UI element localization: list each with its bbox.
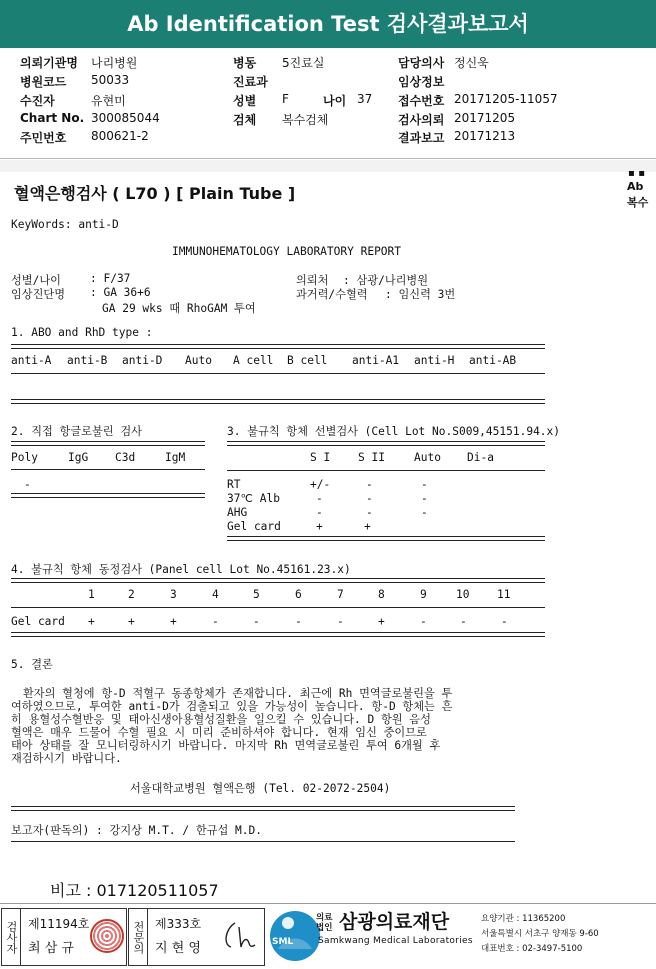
examiner-label: 검사자 — [2, 909, 21, 965]
s4-col-2: 2 — [128, 588, 135, 601]
s4-val-5: - — [253, 615, 260, 628]
referrer-label: 의뢰처 — [296, 274, 329, 287]
examiner-name: 최 삼 규 — [28, 941, 74, 956]
s4-col-7: 7 — [337, 588, 344, 601]
s4-rule-bottom — [11, 632, 545, 637]
conclusion-line: 재검하시기 바랍니다. — [11, 752, 122, 765]
reporter: 보고자(판독의) : 강지상 M.T. / 한규섭 M.D. — [11, 824, 262, 837]
examiner-seal — [90, 919, 124, 953]
ward-label: 병동 — [233, 56, 257, 70]
conclusion-line: 히 용혈성수혈반응 및 태아신생아용혈성질환을 일으킬 수 있습니다. D 항원 음성 — [11, 713, 431, 726]
history-label: 과거력/수혈력 — [296, 288, 368, 301]
diagnosis-line2: GA 29 wks 때 RhoGAM 투여 — [102, 302, 256, 315]
signature-icon — [221, 919, 257, 953]
sex-age-value: : F/37 — [90, 272, 131, 285]
specialist-name: 지 현 영 — [155, 941, 201, 956]
receipt-no-label: 접수번호 — [398, 94, 445, 108]
s1-col-auto: Auto — [185, 354, 212, 367]
s3-ahg-s2: - — [366, 506, 373, 519]
s4-val-6: - — [295, 615, 302, 628]
s1-col-anti-d: anti-D — [122, 354, 163, 367]
s3-rt-auto: - — [421, 478, 428, 491]
s3-rule-mid — [227, 470, 545, 471]
report-title: IMMUNOHEMATOLOGY LABORATORY REPORT — [172, 245, 402, 258]
s4-row-label: Gel card — [11, 615, 65, 628]
s2-poly-value: - — [24, 478, 31, 491]
s3-rule-top — [227, 441, 545, 446]
examiner-license: 제11194호 — [28, 917, 90, 931]
keywords: KeyWords: anti-D — [11, 218, 119, 231]
chart-no: 300085044 — [91, 111, 160, 125]
s4-col-8: 8 — [378, 588, 385, 601]
reporter-rule — [11, 841, 515, 842]
s3-37-s1: - — [316, 492, 323, 505]
doctor-value: 정신욱 — [454, 56, 489, 70]
sex-value: F — [282, 92, 289, 106]
s4-val-10: - — [460, 615, 467, 628]
s1-rule-mid — [11, 373, 545, 374]
s2-rule-top — [11, 441, 205, 446]
s1-title: 1. ABO and RhD type : — [11, 326, 153, 339]
sml-logo-mark: SML — [272, 937, 294, 947]
s2-rule-mid — [11, 469, 205, 470]
s4-col-9: 9 — [420, 588, 427, 601]
clinical-info-label: 임상정보 — [398, 75, 445, 89]
s3-rt-s2: - — [366, 478, 373, 491]
sex-label: 성별 — [233, 94, 257, 108]
footer-divider — [0, 903, 656, 904]
s3-rt-s1: +/- — [310, 478, 331, 491]
s1-col-anti-ab: anti-AB — [469, 354, 517, 367]
s4-col-11: 11 — [497, 588, 511, 601]
remark: 비고 : 017120511057 — [50, 881, 219, 900]
hospital-code: 50033 — [91, 73, 130, 87]
report-date-label: 결과보고 — [398, 131, 445, 145]
doctor-label: 담당의사 — [398, 56, 445, 70]
dept-label: 진료과 — [233, 75, 268, 89]
s1-col-anti-b: anti-B — [67, 354, 108, 367]
report-banner-title: Ab Identification Test 검사결과보고서 — [0, 0, 656, 48]
s2-col-poly: Poly — [11, 451, 38, 464]
specimen-value: 복수검체 — [282, 113, 329, 127]
side-fragment-1: Ab — [627, 180, 644, 193]
conclusion-line: 여하였으므로, 투여한 anti-D가 검출되고 있을 가능성이 높습니다. 항-D 항체는 흔 — [11, 700, 453, 713]
s3-col-auto: Auto — [414, 451, 441, 464]
request-date-label: 검사의뢰 — [398, 113, 445, 127]
s3-rule-bottom — [227, 536, 545, 541]
age-label: 나이 — [323, 94, 347, 108]
s5-title: 5. 결론 — [11, 658, 53, 671]
institution-phone: 대표번호 : 02-3497-5100 — [481, 944, 583, 954]
s4-val-2: + — [128, 615, 135, 628]
s4-title: 4. 불규칙 항체 동정검사 (Panel cell Lot No.45161.23.x) — [11, 563, 351, 576]
header-col1-row5: 주민번호 — [20, 131, 67, 145]
s1-col-a-cell: A cell — [233, 354, 274, 367]
sml-logo-icon — [268, 909, 322, 963]
logo-name: 삼광의료재단 — [339, 911, 450, 933]
header-col1-row3: 수진자 — [20, 94, 55, 108]
patient-name: 유현미 — [91, 94, 126, 108]
s4-col-6: 6 — [295, 588, 302, 601]
s1-rule-bottom — [11, 399, 545, 404]
s3-gel-s1: + — [316, 520, 323, 533]
s4-val-1: + — [88, 615, 95, 628]
sex-age-label: 성별/나이 — [11, 274, 61, 287]
s4-val-8: + — [378, 615, 385, 628]
s3-gel-s2: + — [364, 520, 371, 533]
diagnosis-label: 임상진단명 — [11, 288, 66, 301]
s3-37-s2: - — [366, 492, 373, 505]
s4-val-7: - — [337, 615, 344, 628]
report-date-value: 20171213 — [454, 129, 516, 143]
s4-col-3: 3 — [170, 588, 177, 601]
s3-col-dia: Di-a — [467, 451, 494, 464]
s3-row-37-label: 37℃ Alb — [227, 492, 280, 505]
s2-col-c3d: C3d — [115, 451, 136, 464]
s3-title: 3. 불규칙 항체 선별검사 (Cell Lot No.S009,45151.94.x) — [227, 425, 561, 438]
s4-rule-mid — [11, 607, 545, 608]
header-col1-row4: Chart No. — [20, 111, 85, 125]
s1-col-anti-h: anti-H — [414, 354, 455, 367]
institution-code: 요양기관 : 11365200 — [481, 914, 566, 924]
s3-ahg-s1: - — [316, 506, 323, 519]
receipt-no-value: 20171205-11057 — [454, 92, 558, 106]
side-dots: ▪ ▪ — [628, 168, 646, 179]
s2-rule-bottom — [11, 493, 205, 498]
s3-col-s2: S II — [358, 451, 385, 464]
s1-col-anti-a1: anti-A1 — [352, 354, 400, 367]
section-title: 혈액은행검사 ( L70 ) [ Plain Tube ] — [14, 184, 296, 203]
s3-row-ahg-label: AHG — [227, 506, 248, 519]
conclusion-line: 태아 상태를 잘 모니터링하시기 바랍니다. 마지막 Rh 면역글로불린 투여 6개월 후 — [11, 739, 441, 752]
s4-val-9: - — [420, 615, 427, 628]
s4-col-1: 1 — [88, 588, 95, 601]
specimen-label: 검체 — [233, 113, 257, 127]
s3-col-s1: S I — [310, 451, 331, 464]
referrer-value: : 삼광/나리병원 — [343, 274, 429, 287]
ward-value: 5진료실 — [282, 56, 325, 70]
s4-rule-top — [11, 578, 545, 583]
history-value: : 임신력 3번 — [385, 288, 456, 301]
logo-english: Samkwang Medical Laboratories — [318, 936, 473, 946]
s1-rule-top — [11, 344, 545, 349]
s3-row-gel-label: Gel card — [227, 520, 281, 533]
resident-no: 800621-2 — [91, 129, 149, 143]
s2-title: 2. 직접 항글로불린 검사 — [11, 425, 142, 438]
logo-corp-label: 의료법인 — [316, 913, 333, 933]
specialist-box — [128, 908, 265, 966]
conclusion-line: 혈액은 매우 드물어 수혈 필요 시 미리 준비하셔야 합니다. 현재 임신 중이므로 — [11, 726, 427, 739]
s4-col-10: 10 — [456, 588, 470, 601]
s4-col-5: 5 — [253, 588, 260, 601]
s3-ahg-auto: - — [421, 506, 428, 519]
request-date-value: 20171205 — [454, 111, 516, 125]
diagnosis-line1: : GA 36+6 — [90, 286, 151, 299]
s1-col-b-cell: B cell — [287, 354, 328, 367]
header-shadow — [0, 160, 656, 172]
side-fragment-2: 복수 — [627, 196, 649, 209]
header-col1-row2: 병원코드 — [20, 75, 67, 89]
s2-col-igg: IgG — [68, 451, 89, 464]
conclusion-line: 환자의 혈청에 항-D 적혈구 동종항체가 존재합니다. 최근에 Rh 면역글로불린을 투 — [23, 687, 453, 700]
s3-row-rt-label: RT — [227, 478, 241, 491]
s5-rule — [11, 806, 515, 811]
s4-val-3: + — [170, 615, 177, 628]
s1-col-anti-a: anti-A — [11, 354, 52, 367]
specialist-label: 전문의 — [129, 909, 148, 965]
specialist-license: 제333호 — [155, 917, 202, 931]
s4-val-11: - — [501, 615, 508, 628]
s4-val-4: - — [212, 615, 219, 628]
blood-bank-contact: 서울대학교병원 혈액은행 (Tel. 02-2072-2504) — [130, 782, 391, 795]
s2-col-igm: IgM — [165, 451, 186, 464]
examiner-box — [1, 908, 127, 966]
age-value: 37 — [357, 92, 373, 106]
hospital-name: 나리병원 — [91, 56, 138, 70]
header-col1-row1: 의뢰기관명 — [20, 56, 78, 70]
s4-col-4: 4 — [212, 588, 219, 601]
s3-37-auto: - — [421, 492, 428, 505]
header-divider — [0, 158, 656, 159]
institution-address: 서울특별시 서초구 양재동 9-60 — [481, 929, 599, 939]
